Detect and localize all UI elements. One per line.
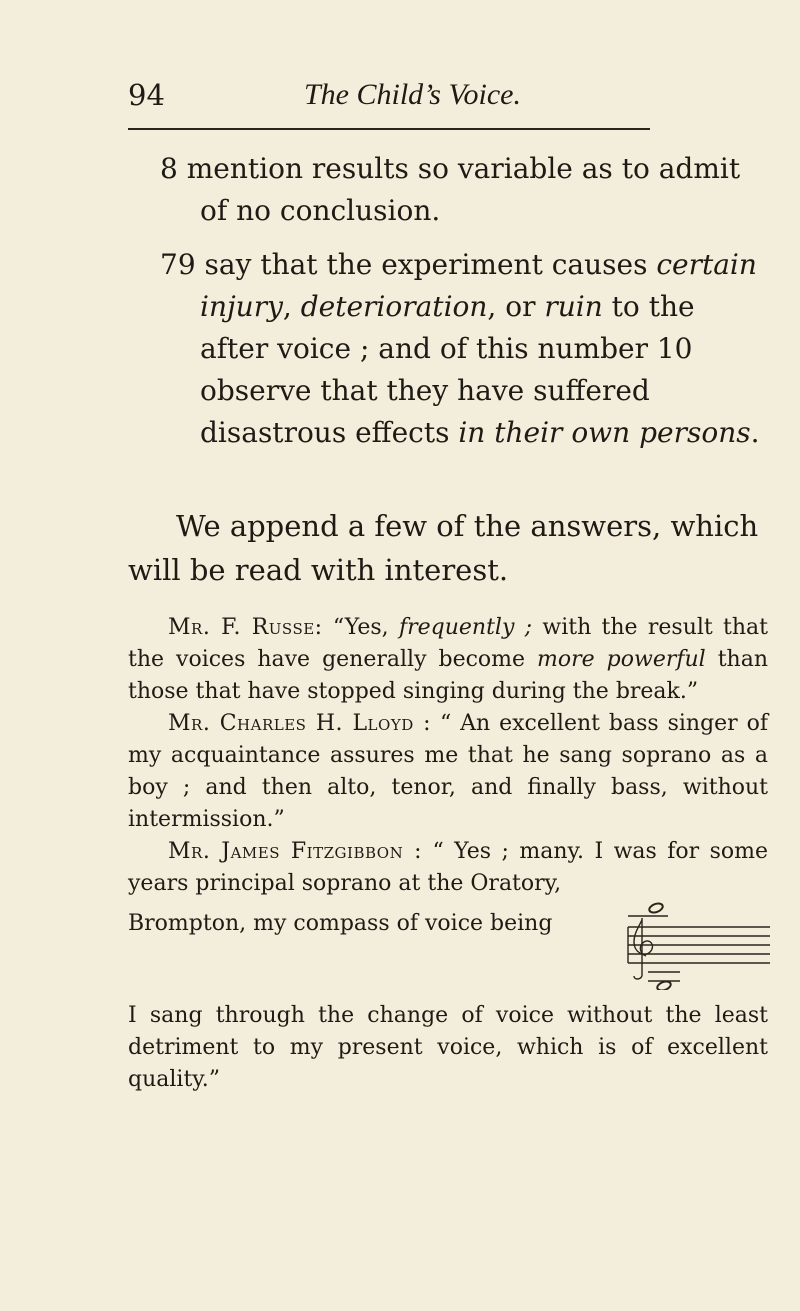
answer-lloyd — [128, 708, 768, 836]
item-1-number: 8 — [160, 152, 178, 185]
item-2-italic-b: deterioration — [300, 290, 488, 323]
answer-1-name: Mr. F. Russe: — [168, 615, 323, 640]
closing-paragraph: I sang through the change of voice without the least detriment to my present voice, which is of excellent quality.” — [128, 1003, 768, 1092]
answer-2-text: “ An excellent bass singer of my acquaintance assures me that he sang soprano as a boy ; and then alto, tenor, and finally bass, without intermission.” — [128, 711, 768, 832]
item-2-italic-c: ruin — [544, 290, 603, 323]
result-item-1 — [160, 148, 760, 232]
answer-1-italic-2: more powerful — [537, 647, 706, 672]
answer-1-quote-open: “Yes, — [322, 615, 399, 640]
music-staff-figure — [610, 900, 775, 990]
item-2-end: . — [750, 416, 760, 449]
item-2-text-b: , or — [487, 290, 545, 323]
answer-russe — [128, 612, 768, 708]
compass-text: Brompton, my compass of voice being — [128, 911, 553, 936]
page-header — [0, 78, 800, 128]
answers-block — [128, 612, 768, 900]
answer-3-text: “ Yes ; many. I was for some years principal soprano at the Oratory, — [128, 839, 769, 896]
answer-1-text-2: than those that have stopped singing during the break.” — [128, 647, 769, 704]
answer-1-italic-1: frequently ; — [398, 615, 533, 640]
item-2-comma: , — [282, 290, 301, 323]
lead-paragraph: We append a few of the answers, which will be read with interest. — [128, 509, 759, 587]
item-2-italic-d: in their own persons — [458, 416, 751, 449]
page-number: 94 — [128, 78, 165, 112]
answer-1-text-1: with the result that the voices have generally become — [128, 615, 768, 672]
music-line — [128, 900, 768, 990]
running-title: The Child’s Voice. — [304, 78, 521, 111]
item-1-text: mention results so variable as to admit of no conclusion. — [186, 152, 741, 227]
answer-2-name: Mr. Charles H. Lloyd : — [168, 711, 432, 736]
item-2-number: 79 — [160, 248, 196, 281]
header-rule — [128, 128, 650, 130]
answer-fitzgibbon — [128, 836, 768, 900]
item-2-italic-a: certain injury — [200, 248, 757, 323]
result-item-2 — [160, 244, 760, 454]
item-2-text-c: to the after voice ; and of this number 10 observe that they have suffered disastrous effects — [200, 290, 695, 449]
item-2-text-a: say that the experiment causes — [204, 248, 657, 281]
answer-3-name: Mr. James Fitzgibbon : — [168, 839, 423, 864]
